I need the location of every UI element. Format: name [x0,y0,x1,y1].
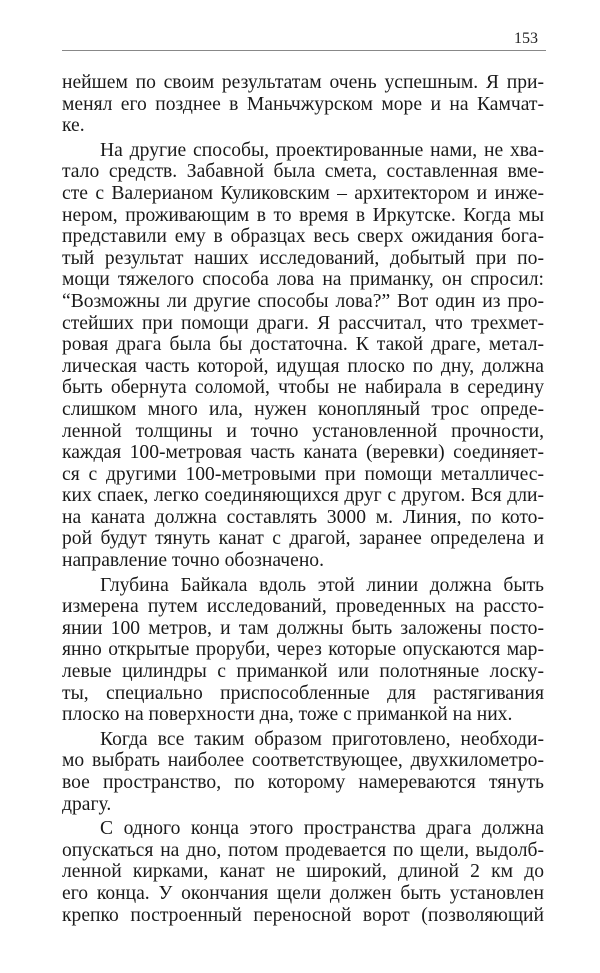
text-line: ровая драга была бы достаточна. К такой драге, метал- [62,334,544,356]
text-line: С одного конца этого пространства драга должна [100,818,544,840]
text-line: На другие способы, проектированные нами, не хва- [100,139,544,161]
paragraph [62,729,544,815]
text-line: янно открытые проруби, через которые опускаются мар- [62,639,544,661]
text-line: “Возможны ли другие способы лова?” Вот один из про- [62,290,544,312]
text-line: сте с Валерианом Куликовским – архитектором и инже- [62,182,544,204]
text-line: лическая часть которой, идущая плоско по дну, должна [62,355,544,377]
text-line: представили ему в образцах весь сверх ожидания бога- [62,226,544,248]
text-line: нейшем по своим результатам очень успешным. Я при- [62,72,544,93]
text-line: тый результат наших исследований, добытый при по- [62,247,544,269]
text-line: ленной толщины и точно установленной прочности, [62,420,544,442]
text-line: Глубина Байкала вдоль этой линии должна быть [100,574,544,596]
text-line: ся с другими 100-метровыми при помощи металличес- [62,463,544,485]
paragraph [62,575,544,726]
header-rule [62,50,546,51]
text-line: янии 100 метров, и там должны быть заложены посто- [62,617,544,639]
text-line: на каната должна составлять 3000 м. Линия, по кото- [62,506,544,528]
text-line: Когда все таким образом приготовлено, необходи- [100,728,544,750]
text-line: опускаться на дно, потом продевается по щели, выдолб- [62,839,544,861]
paragraph [62,818,544,926]
text-line: менял его позднее в Маньчжурском море и на Камчат- [62,93,544,115]
text-line: нером, проживающим в то время в Иркутске. Когда мы [62,204,544,226]
text-line: плоско на поверхности дна, тоже с приманкой на них. [62,704,513,726]
text-line: измерена путем исследований, проведенных на рассто- [62,596,544,618]
text-line: тало средств. Забавной была смета, составленная вме- [62,161,544,183]
text-line: ке. [62,115,85,137]
text-line: вое пространство, по которому намереваются тянуть [62,772,544,793]
text-line: крепко построенный переносной ворот (позволяющий [62,904,544,926]
paragraph [62,72,544,137]
text-line: драгу. [62,793,112,815]
text-line: рой будут тянуть канат с драгой, заранее определена и [62,528,544,550]
text-line: ких спаек, легко соединяющихся друг с другом. Вся дли- [62,485,544,507]
text-line: слишком много ила, нужен конопляный трос опреде- [62,398,544,420]
page-number: 153 [514,30,538,47]
text-line: ты, специально приспособленные для растягивания [62,682,544,704]
text-line: направление точно обозначено. [62,550,324,572]
text-line: мо выбрать наиболее соответствующее, двухкилометро- [62,750,544,772]
paragraph [62,140,544,572]
text-line: его конца. У окончания щели должен быть установлен [62,882,544,904]
text-line: мощи тяжелого способа лова на приманку, он спросил: [62,269,544,291]
text-line: стейших при помощи драги. Я рассчитал, что трехмет- [62,312,544,334]
text-line: левые цилиндры с приманкой или полотняные лоску- [62,661,544,683]
body-text [62,72,544,929]
text-line: каждая 100-метровая часть каната (веревки) соединяет- [62,442,544,464]
text-line: быть обернута соломой, чтобы не набирала в середину [62,377,544,399]
text-line: ленной кирками, канат не широкий, длиной 2 км до [62,861,544,883]
